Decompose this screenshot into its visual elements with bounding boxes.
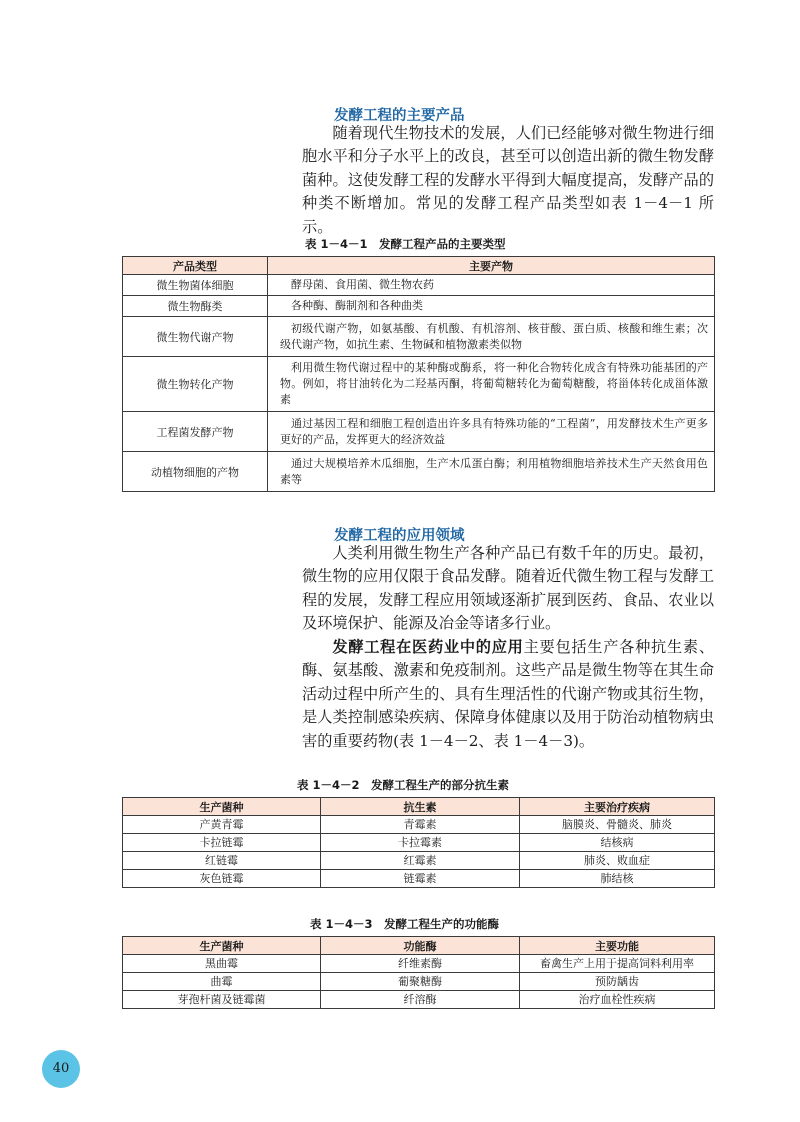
table-row [123, 452, 715, 492]
table-cell [268, 275, 715, 296]
table-row [123, 317, 715, 357]
table-row [123, 296, 715, 317]
table-cell [268, 357, 715, 412]
page-number-badge: 40 [42, 1050, 80, 1088]
table-cell: 链霉素 [321, 870, 520, 888]
table-cell [268, 317, 715, 357]
table-row [123, 816, 715, 834]
table-cell: 微生物菌体细胞 [123, 275, 268, 296]
table-cell: 工程菌发酵产物 [123, 412, 268, 452]
table-cell: 纤维素酶 [321, 955, 520, 973]
table-caption-1: 表 1－4－1 发酵工程产品的主要类型 [305, 237, 506, 251]
table-cell: 肺结核 [520, 870, 715, 888]
table-row [123, 852, 715, 870]
table-header-cell: 主要治疗疾病 [520, 798, 715, 816]
table-cell [268, 412, 715, 452]
table-cell: 微生物转化产物 [123, 357, 268, 412]
table-header-cell: 生产菌种 [123, 798, 321, 816]
table-cell: 红霉素 [321, 852, 520, 870]
table-header-cell: 抗生素 [321, 798, 520, 816]
table-cell: 结核病 [520, 834, 715, 852]
table-row [123, 870, 715, 888]
functional-enzymes-table [122, 936, 715, 1009]
table-cell [268, 296, 715, 317]
table-header-row [123, 798, 715, 816]
table-caption-3: 表 1－4－3 发酵工程生产的功能酶 [310, 917, 500, 931]
table-cell: 青霉素 [321, 816, 520, 834]
table-header-row [123, 937, 715, 955]
table-cell: 产黄青霉 [123, 816, 321, 834]
table-cell [268, 452, 715, 492]
section-paragraph-applications: 人类利用微生物生产各种产品已有数千年的历史。最初，微生物的应用仅限于食品发酵。随着近代微生物工程与发酵工程的发展，发酵工程应用领域逐渐扩展到医药、食品、农业以及环境保护、能源及冶金等诸多行业。 [302, 544, 714, 633]
table-caption-2: 表 1－4－2 发酵工程生产的部分抗生素 [297, 778, 510, 792]
table-cell: 卡拉霉素 [321, 834, 520, 852]
table-cell: 灰色链霉 [123, 870, 321, 888]
cell-text: 各种酶、酶制剂和各种曲类 [291, 299, 423, 312]
table-cell: 卡拉链霉 [123, 834, 321, 852]
table-header-cell: 主要功能 [520, 937, 715, 955]
cell-text: 通过大规模培养木瓜细胞，生产木瓜蛋白酶；利用植物细胞培养技术生产天然食用色素等 [280, 456, 708, 486]
table-cell: 畜禽生产上用于提高饲料利用率 [520, 955, 715, 973]
table-cell: 肺炎、败血症 [520, 852, 715, 870]
table-header-cell: 功能酶 [321, 937, 520, 955]
table-cell: 脑膜炎、骨髓炎、肺炎 [520, 816, 715, 834]
table-cell: 预防龋齿 [520, 973, 715, 991]
cell-text: 通过基因工程和细胞工程创造出许多具有特殊功能的“工程菌”，用发酵技术生产更多更好的产品，发挥更大的经济效益 [280, 416, 708, 446]
table-header-cell: 主要产物 [268, 257, 715, 275]
table-row [123, 834, 715, 852]
table-row [123, 991, 715, 1009]
table-row [123, 973, 715, 991]
table-cell: 微生物酶类 [123, 296, 268, 317]
table-cell: 纤溶酶 [321, 991, 520, 1009]
table-row [123, 412, 715, 452]
table-cell: 微生物代谢产物 [123, 317, 268, 357]
bold-lead-text: 发酵工程在医药业中的应用 [332, 638, 524, 656]
section-paragraph-medicine [302, 636, 714, 753]
table-cell: 治疗血栓性疾病 [520, 991, 715, 1009]
table-cell: 芽孢杆菌及链霉菌 [123, 991, 321, 1009]
table-row [123, 357, 715, 412]
cell-text: 初级代谢产物，如氨基酸、有机酸、有机溶剂、核苷酸、蛋白质、核酸和维生素；次级代谢产物，如抗生素、生物碱和植物激素类似物 [280, 321, 708, 351]
antibiotics-table [122, 797, 715, 888]
table-cell: 动植物细胞的产物 [123, 452, 268, 492]
table-row [123, 955, 715, 973]
product-types-table [122, 256, 715, 492]
table-header-row [123, 257, 715, 275]
cell-text: 利用微生物代谢过程中的某种酶或酶系，将一种化合物转化成含有特殊功能基团的产物。例如，将甘油转化为二羟基丙酮，将葡萄糖转化为葡萄糖酸，将甾体转化成甾体激素 [280, 361, 708, 406]
section-heading-products: 发酵工程的主要产品 [334, 108, 465, 124]
table-header-cell: 生产菌种 [123, 937, 321, 955]
table-cell: 曲霉 [123, 973, 321, 991]
cell-text: 酵母菌、食用菌、微生物农药 [291, 278, 434, 291]
table-cell: 黑曲霉 [123, 955, 321, 973]
table-header-cell: 产品类型 [123, 257, 268, 275]
table-cell: 红链霉 [123, 852, 321, 870]
section-heading-applications: 发酵工程的应用领域 [334, 528, 465, 544]
table-row [123, 275, 715, 296]
paragraph-text: 主要包括生产各种抗生素、酶、氨基酸、激素和免疫制剂。这些产品是微生物等在其生命活动过程中所产生的、具有生理活性的代谢产物或其衍生物，是人类控制感染疾病、保障身体健康以及用于防治动植物病虫害的重要药物(表 1－4－2、表 1－4－3)。 [302, 638, 715, 750]
section-paragraph-products: 随着现代生物技术的发展，人们已经能够对微生物进行细胞水平和分子水平上的改良，甚至可以创造出新的微生物发酵菌种。这使发酵工程的发酵水平得到大幅度提高，发酵产品的种类不断增加。常见的发酵工程产品类型如表 1－4－1 所示。 [302, 124, 714, 236]
table-cell: 葡聚糖酶 [321, 973, 520, 991]
